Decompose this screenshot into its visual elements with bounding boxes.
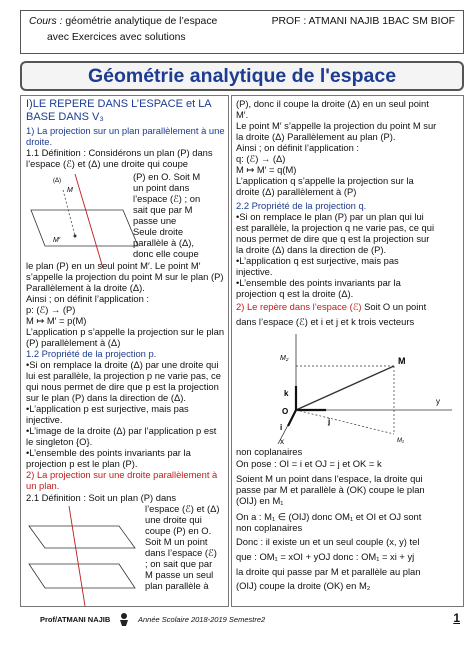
- delta-label: (Δ): [53, 178, 62, 184]
- j-label: j: [328, 417, 331, 426]
- text-line: le plan (P) en un seul point M′. Le point M′: [26, 260, 201, 271]
- text-line: la droite (Δ) dans la direction de (P).: [236, 244, 387, 255]
- definition-line: 2.1 Définition : Soit un plan (P) dans: [26, 492, 177, 503]
- text-line: projection q est la droite (Δ).: [236, 288, 354, 299]
- text-line: (OIJ) en M₁: [236, 495, 284, 506]
- footer-author: Prof/ATMANI NAJIB: [40, 615, 111, 624]
- text-line: sait que par M: [133, 204, 193, 215]
- subsection-heading: 2) La projection sur une droite parallèlement à: [26, 469, 218, 480]
- text-line: Le point M′ s’appelle la projection du point M sur: [236, 120, 437, 131]
- o-label: O: [282, 407, 289, 416]
- text-line: Soit M un point: [145, 536, 208, 547]
- text-line: (OIJ) coupe la droite (OK) en M₂: [236, 580, 371, 591]
- subsection-heading: 1) La projection sur un plan parallèlement à une: [26, 125, 225, 136]
- course-subtitle: avec Exercices avec solutions: [47, 32, 186, 43]
- text-line: passe par M et parallèle à (OK) coupe le plan: [236, 484, 425, 495]
- formula-line: M ↦ M′ = p(M): [26, 315, 87, 326]
- right-column: [231, 95, 464, 607]
- m1-label: M₁: [397, 438, 404, 444]
- course-title: [29, 16, 217, 27]
- text-line: la droite qui passe par M et parallèle au plan: [236, 566, 421, 577]
- upper-plane-shape: [29, 526, 135, 548]
- projection-line-figure: [23, 504, 145, 606]
- text-line: injective.: [236, 266, 273, 277]
- m-prime-label: M′: [53, 237, 61, 244]
- text-line: •L’application q est surjective, mais pas: [236, 255, 399, 266]
- text-line: donc elle coupe: [133, 248, 199, 259]
- footer-school-year: Année Scolaire 2018-2019 Semestre2: [138, 615, 266, 624]
- text-line: droite (Δ) parallèlement à (P): [236, 186, 357, 197]
- formula-line: q: (ℰ) → (Δ): [236, 153, 286, 164]
- text-line: •Si on remplace la droite (Δ) par une droite qui: [26, 359, 219, 370]
- text-line: Donc : il existe un et un seul couple (x, y) tel: [236, 536, 420, 547]
- projection-plane-figure: [23, 168, 141, 272]
- lower-plane-shape: [29, 564, 135, 588]
- text-line: parallèle à (Δ),: [133, 237, 194, 248]
- formula-line: On a : M₁ ∈ (OIJ) donc OM₁ et OI et OJ sont: [236, 511, 422, 522]
- page-title: Géométrie analytique de l'espace: [20, 61, 464, 91]
- document-header: [20, 10, 464, 54]
- m-label: M: [398, 356, 406, 366]
- text-line: est parallèle, la projection q ne varie pas, ce qui: [236, 222, 435, 233]
- text-line: passe une: [133, 215, 177, 226]
- i-vector: [288, 410, 296, 426]
- text-line: injective.: [26, 414, 63, 425]
- m-label: M: [67, 187, 73, 194]
- text-line: •Si on remplace le plan (P) par un plan qui lui: [236, 211, 424, 222]
- text-line: qui nous permet de dire que p est la projection: [26, 381, 219, 392]
- formula-line: On pose : OI = i et OJ = j et OK = k: [236, 458, 382, 469]
- definition-line: 1.1 Définition : Considérons un plan (P) dans: [26, 147, 213, 158]
- om-vector: [296, 366, 394, 410]
- left-column: [20, 95, 229, 607]
- text-line: Parallèlement à la droite (Δ).: [26, 282, 145, 293]
- text-line: dans l’espace (ℰ) et i et j et k trois vecteurs: [236, 316, 415, 327]
- page-footer: [20, 610, 464, 632]
- text-line: Seule droite: [133, 226, 184, 237]
- delta-line: [69, 506, 85, 606]
- course-name: géométrie analytique de l’espace: [62, 16, 218, 27]
- text-line: Soient M un point dans l’espace, la droite qui: [236, 473, 423, 484]
- text-line: plan parallèle à: [145, 580, 209, 591]
- coordinate-system-figure: [276, 330, 456, 446]
- text-line: l’espace (ℰ) et (Δ) une droite qui coupe: [26, 158, 189, 169]
- subsection-heading-2: un plan.: [26, 480, 60, 491]
- text-line: la droite (Δ) Parallèlement au plan (P).: [236, 131, 396, 142]
- x-label: x: [280, 437, 284, 446]
- text-line: (P) en O. Soit M: [133, 171, 201, 182]
- heading-black-part: Soit O un point: [361, 301, 427, 312]
- text-line: projection p est le plan (P).: [26, 458, 138, 469]
- text-line: s’appelle la projection du point M sur le plan (P): [26, 271, 224, 282]
- heading-red-part: 2) Le repère dans l’espace (ℰ): [236, 301, 362, 312]
- text-line: dans l’espace (ℰ): [145, 547, 217, 558]
- text-line: non coplanaires: [236, 446, 303, 457]
- mascot-icon: [116, 611, 132, 627]
- text-line: •L’ensemble des points invariants par la: [26, 447, 191, 458]
- formula-line: M ↦ M′ = q(M): [236, 164, 297, 175]
- page-number: 1: [453, 611, 460, 625]
- text-line: L’application p s’appelle la projection sur le plan: [26, 326, 225, 337]
- text-line: l’espace (ℰ) ; on: [133, 193, 201, 204]
- text-line: le singleton {O}.: [26, 436, 93, 447]
- text-line: lui est parallèle, la projection p ne varie pas, ce: [26, 370, 221, 381]
- text-line: Ainsi ; on définit l’application :: [26, 293, 149, 304]
- formula-line: que : OM₁ = xOI + yOJ donc : OM₁ = xi + yj: [236, 551, 415, 562]
- teacher-info: PROF : ATMANI NAJIB 1BAC SM BIOF: [271, 16, 455, 27]
- subsection-heading: [236, 301, 426, 313]
- formula-line: p: (ℰ) → (P): [26, 304, 76, 315]
- plane-shape: [31, 210, 138, 246]
- text-line: nous permet de dire que q est la projection sur: [236, 233, 430, 244]
- text-line: non coplanaires: [236, 522, 303, 533]
- course-label: Cours :: [29, 16, 63, 27]
- m1-dash: [296, 410, 394, 434]
- section-heading-2: BASE DANS V₃: [26, 111, 104, 123]
- text-line: M passe un seul: [145, 569, 214, 580]
- i-label: i: [280, 423, 283, 432]
- y-label: y: [436, 397, 440, 406]
- text-line: Ainsi ; on définit l’application :: [236, 142, 359, 153]
- parallel-line: [63, 190, 75, 236]
- text-line: •L’application p est surjective, mais pas: [26, 403, 189, 414]
- text-line: l’espace (ℰ) et (Δ): [145, 503, 220, 514]
- delta-line: [75, 174, 103, 268]
- text-line: un point dans: [133, 182, 190, 193]
- text-line: •L’image de la droite (Δ) par l’application p est: [26, 425, 217, 436]
- text-line: (P) parallèlement à (Δ): [26, 337, 121, 348]
- text-line: coupe (P) en O.: [145, 525, 212, 536]
- k-label: k: [284, 389, 289, 398]
- text-line: (P), donc il coupe la droite (Δ) en un seul point: [236, 98, 429, 109]
- text-line: •L’ensemble des points invariants par la: [236, 277, 401, 288]
- text-line: sur le plan (P) dans la direction de (Δ).: [26, 392, 186, 403]
- section-heading: I)LE REPERE DANS L’ESPACE et LA: [26, 98, 212, 110]
- text-line: une droite qui: [145, 514, 202, 525]
- m2-label: M₂: [280, 355, 289, 362]
- m-prime-point: [74, 235, 77, 238]
- text-line: M′.: [236, 109, 249, 120]
- text-line: ; on sait que par: [145, 558, 213, 569]
- text-line: L’application q s’appelle la projection sur la: [236, 175, 414, 186]
- subsection-heading: 1.2 Propriété de la projection p.: [26, 348, 157, 359]
- subsection-heading: 2.2 Propriété de la projection q.: [236, 200, 367, 211]
- subsection-heading-2: droite.: [26, 136, 53, 147]
